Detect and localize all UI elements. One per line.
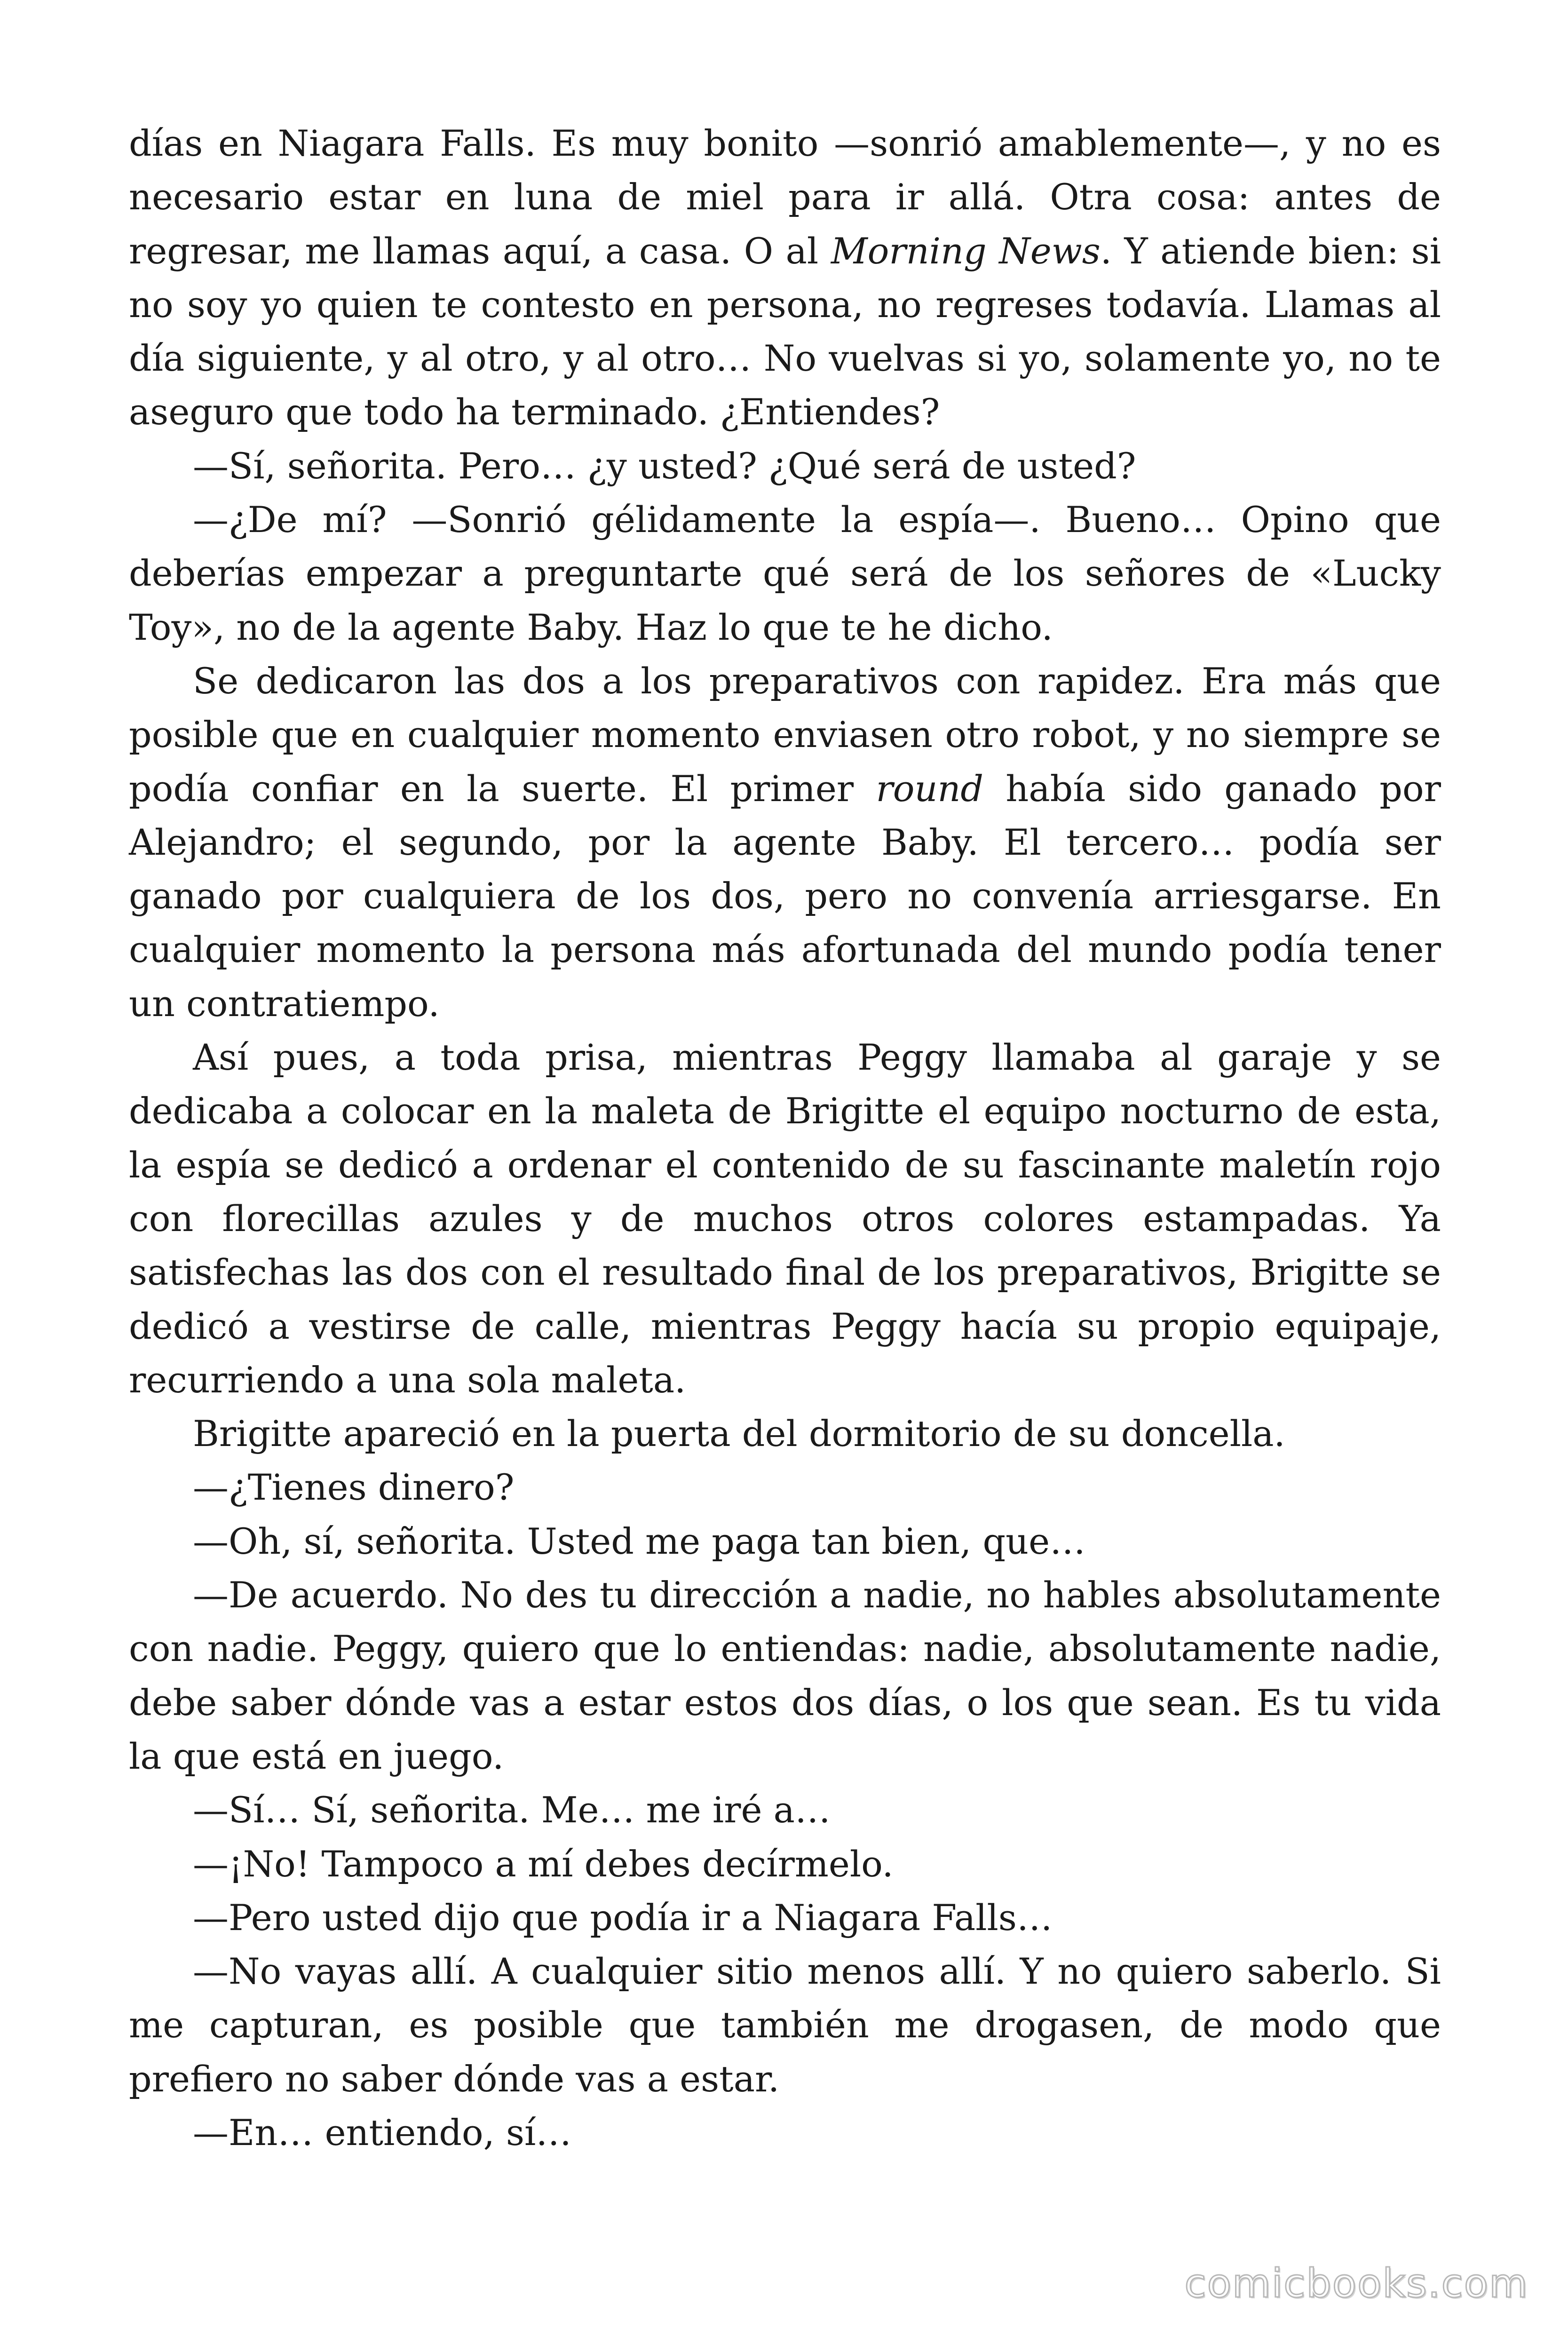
paragraph [129,1837,1441,1891]
text-run: —Sí… Sí, señorita. Me… me iré a… [193,1789,831,1831]
paragraph [129,654,1441,1031]
paragraph [129,1945,1441,2106]
text-run: —Oh, sí, señorita. Usted me paga tan bien, que… [193,1520,1086,1562]
paragraph [129,1461,1441,1514]
text-run: —¡No! Tampoco a mí debes decírmelo. [193,1843,894,1885]
paragraph [129,2106,1441,2160]
text-run: días en Niagara Falls. Es muy bonito —sonrió amablemente—, y no es necesario estar en luna de miel para ir allá. Otra cosa: antes de regresar, me llamas aquí, a casa. O al [129,122,1441,272]
text-run: había sido ganado por Alejandro; el segundo, por la agente Baby. El tercero… podía ser ganado por cualquiera de los dos, pero no convenía arriesgarse. En cualquier momento la persona más afortunada del mundo podía tener un contratiempo. [129,767,1441,1025]
text-run: —¿De mí? —Sonrió gélidamente la espía—. Bueno… Opino que deberías empezar a preguntarte qué será de los señores de «Lucky Toy», no de la agente Baby. Haz lo que te he dicho. [129,499,1441,648]
text-run: —No vayas allí. A cualquier sitio menos allí. Y no quiero saberlo. Si me capturan, es posible que también me drogasen, de modo que prefiero no saber dónde vas a estar. [129,1950,1441,2100]
text-run: —En… entiendo, sí… [193,2111,572,2153]
paragraph [129,117,1441,439]
paragraph [129,1568,1441,1783]
paragraph [129,1515,1441,1568]
paragraph [129,439,1441,493]
text-run: . Y atiende bien: si no soy yo quien te contesto en persona, no regreses todavía. Llamas al día siguiente, y al otro, y al otro… No vuelvas si yo, solamente yo, no te aseguro que todo ha terminado. ¿Entiendes? [129,230,1441,433]
paragraph [129,1783,1441,1837]
text-run: —De acuerdo. No des tu dirección a nadie, no hables absolutamente con nadie. Peggy, quiero que lo entiendas: nadie, absolutamente nadie, debe saber dónde vas a estar estos dos días, o los que sean. Es tu vida la que está en juego. [129,1574,1441,1777]
text-run: —Sí, señorita. Pero… ¿y usted? ¿Qué será de usted? [193,445,1136,487]
text-run: —Pero usted dijo que podía ir a Niagara Falls… [193,1896,1053,1939]
italic-text: Morning News [831,230,1101,272]
text-run: Brigitte apareció en la puerta del dormitorio de su doncella. [193,1413,1285,1455]
text-run: Así pues, a toda prisa, mientras Peggy llamaba al garaje y se dedicaba a colocar en la maleta de Brigitte el equipo nocturno de esta, la espía se dedicó a ordenar el contenido de su fascinante maletín rojo con florecillas azules y de muchos otros colores estampadas. Ya satisfechas las dos con el resultado final de los preparativos, Brigitte se dedicó a vestirse de calle, mientras Peggy hacía su propio equipaje, recurriendo a una sola maleta. [129,1036,1441,1401]
paragraph [129,1407,1441,1461]
text-run: Se dedicaron las dos a los preparativos con rapidez. Era más que posible que en cualquier momento enviasen otro robot, y no siempre se podía confiar en la suerte. El primer [129,660,1441,810]
paragraph [129,493,1441,654]
site-watermark: comicbooks.com [1184,2260,1528,2306]
page-body-text [129,117,1441,2160]
paragraph [129,1031,1441,1407]
italic-text: round [876,767,984,810]
text-run: —¿Tienes dinero? [193,1466,515,1509]
paragraph [129,1891,1441,1945]
